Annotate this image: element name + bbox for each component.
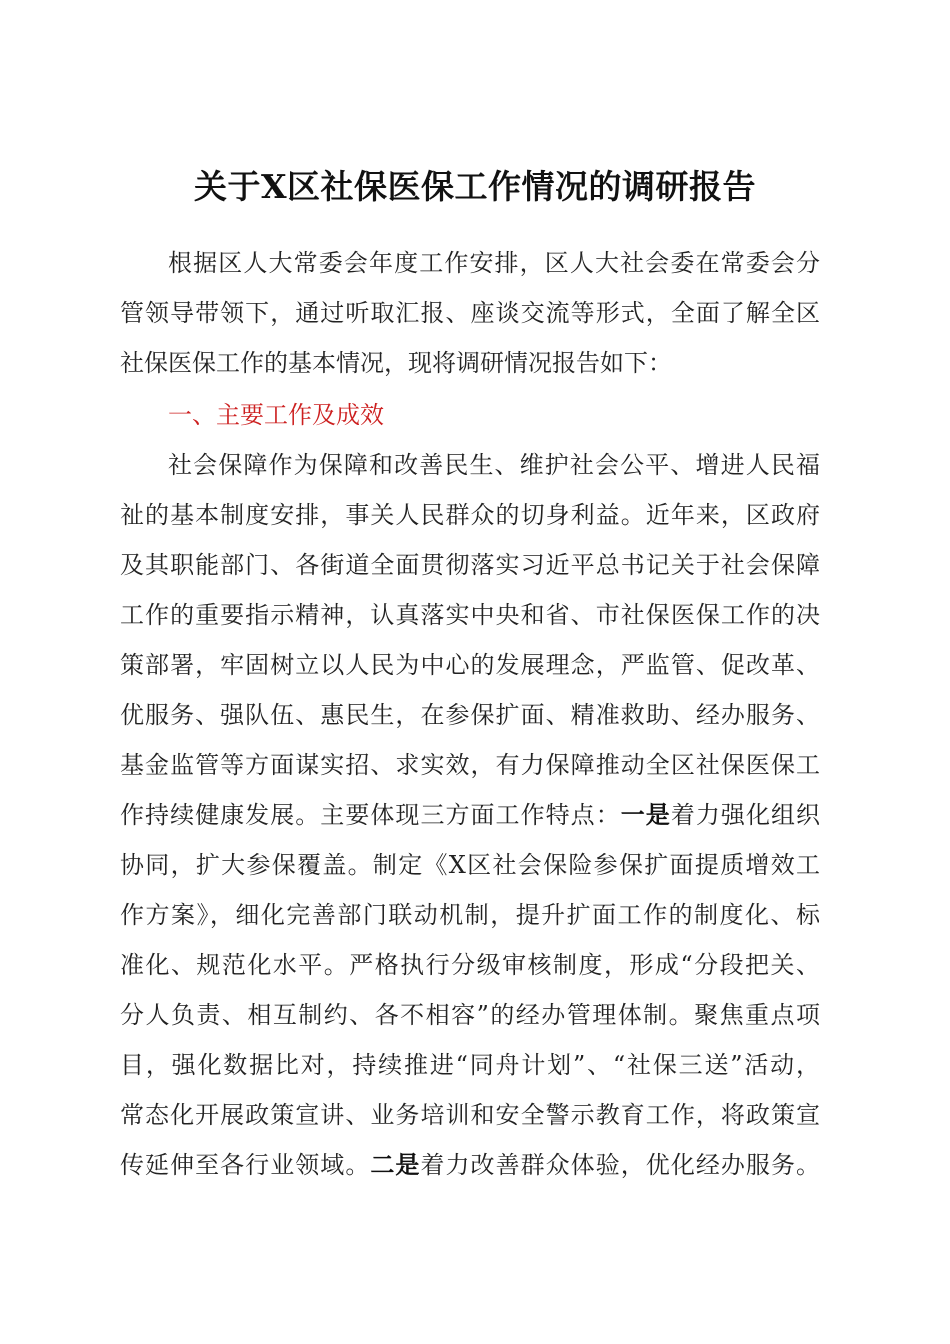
body-text: 作持续健康发展。主要体现三方面工作特点： [120, 801, 621, 829]
body-line: 目，强化数据比对，持续推进“同舟计划”、“社保三送”活动， [120, 1051, 820, 1079]
intro-line: 根据区人大常委会年度工作安排，区人大社会委在常委会分 [168, 249, 820, 277]
body-line: 工作的重要指示精神，认真落实中央和省、市社保医保工作的决 [120, 601, 820, 629]
body-line-with-emphasis [120, 1140, 820, 1190]
body-line-with-emphasis [120, 790, 820, 840]
body-line: 优服务、强队伍、惠民生，在参保扩面、精准救助、经办服务、 [120, 701, 820, 729]
body-line: 作方案》，细化完善部门联动机制，提升扩面工作的制度化、标 [120, 901, 820, 929]
section-heading: 一、主要工作及成效 [168, 401, 384, 429]
body-line: 社会保障作为保障和改善民生、维护社会公平、增进人民福 [168, 451, 820, 479]
body-text: 着力强化组织 [670, 801, 821, 829]
body-line: 基金监管等方面谋实招、求实效，有力保障推动全区社保医保工 [120, 751, 820, 779]
body-line: 协同，扩大参保覆盖。制定《X区社会保险参保扩面提质增效工 [120, 851, 820, 879]
emphasis-second: 二是 [370, 1150, 421, 1179]
body-line: 准化、规范化水平。严格执行分级审核制度，形成“分段把关、 [120, 951, 820, 979]
body-line: 祉的基本制度安排，事关人民群众的切身利益。近年来，区政府 [120, 501, 820, 529]
emphasis-first: 一是 [620, 800, 671, 829]
body-text: 传延伸至各行业领域。 [120, 1151, 371, 1179]
body-line: 及其职能部门、各街道全面贯彻落实习近平总书记关于社会保障 [120, 551, 820, 579]
intro-line: 社保医保工作的基本情况，现将调研情况报告如下： [120, 349, 672, 377]
body-line: 策部署，牢固树立以人民为中心的发展理念，严监管、促改革、 [120, 651, 820, 679]
body-text: 着力改善群众体验，优化经办服务。 [420, 1151, 821, 1179]
document-title: 关于X区社保医保工作情况的调研报告 [193, 167, 757, 206]
body-line: 常态化开展政策宣讲、业务培训和安全警示教育工作，将政策宣 [120, 1101, 820, 1129]
intro-line: 管领导带领下，通过听取汇报、座谈交流等形式，全面了解全区 [120, 299, 820, 327]
body-line: 分人负责、相互制约、各不相容”的经办管理体制。聚焦重点项 [120, 1001, 820, 1029]
